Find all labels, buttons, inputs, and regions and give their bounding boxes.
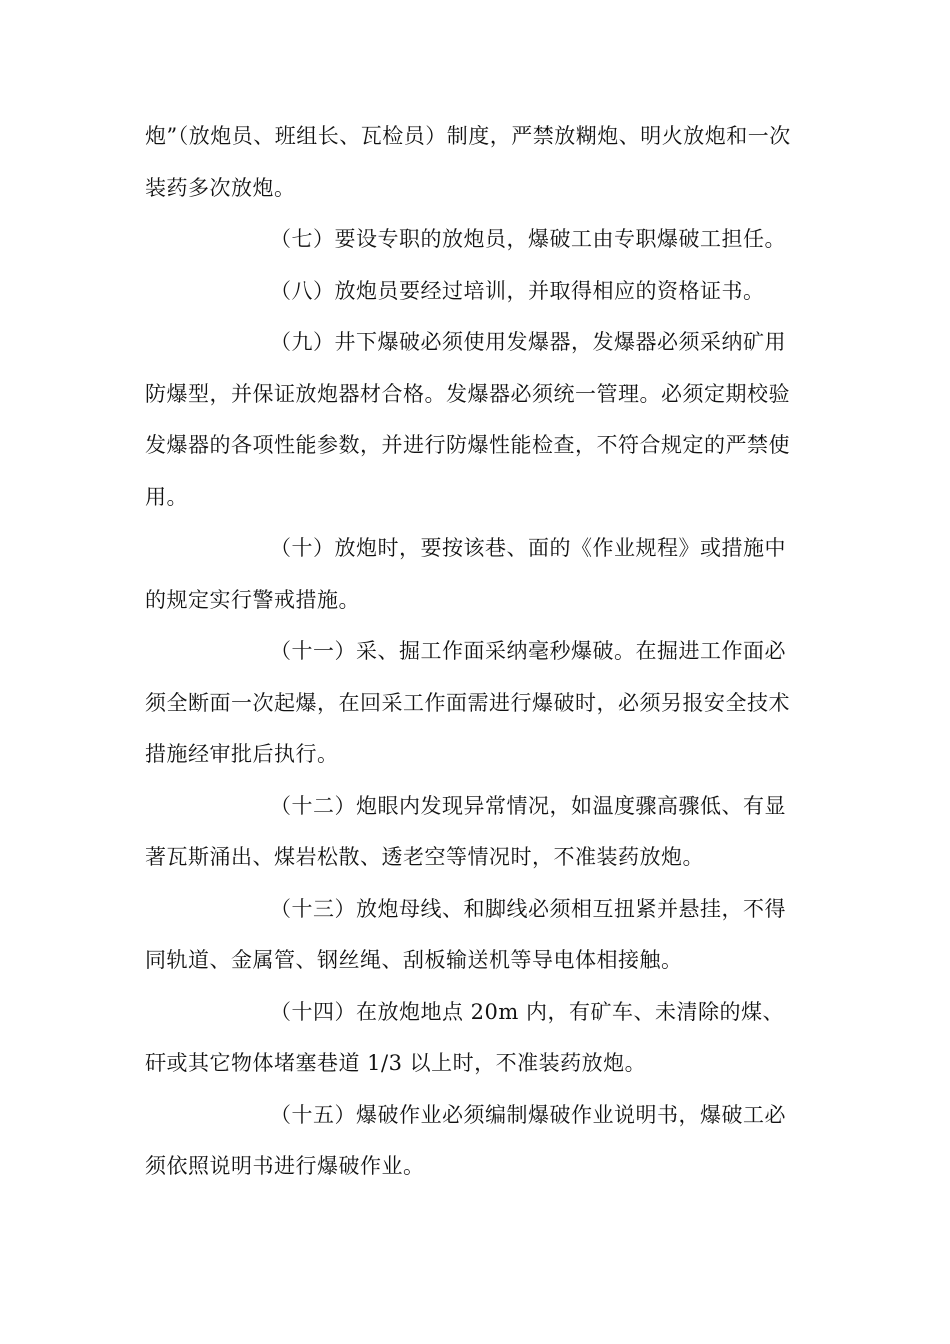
paragraph-item-7: （七）要设专职的放炮员，爆破工由专职爆破工担任。	[270, 227, 786, 251]
paragraph-item-11: （十一）采、掘工作面采纳毫秒爆破。在掘进工作面必须全断面一次起爆，在回采工作面需进行爆破时，必须另报安全技术措施经审批后执行。	[145, 639, 790, 766]
paragraph-item-10: （十）放炮时，要按该巷、面的《作业规程》或措施中的规定实行警戒措施。	[145, 536, 786, 612]
document-body	[145, 111, 805, 1193]
paragraph-item-14: （十四）在放炮地点 20m 内，有矿车、未清除的煤、矸或其它物体堵塞巷道 1/3 以上时，不准装药放炮。	[145, 999, 784, 1075]
paragraph-item-8: （八）放炮员要经过培训，并取得相应的资格证书。	[270, 278, 765, 303]
paragraph-item-9: （九）井下爆破必须使用发爆器，发爆器必须采纳矿用防爆型，并保证放炮器材合格。发爆器必须统一管理。必须定期校验发爆器的各项性能参数，并进行防爆性能检查，不符合规定的严禁使用。	[145, 330, 790, 509]
paragraph-item-13: （十三）放炮母线、和脚线必须相互扭紧并悬挂，不得同轨道、金属管、钢丝绳、刮板输送机等导电体相接触。	[145, 896, 786, 972]
paragraph-item-12: （十二）炮眼内发现异常情况，如温度骤高骤低、有显著瓦斯涌出、煤岩松散、透老空等情况时，不准装药放炮。	[145, 793, 786, 869]
paragraph-item-15: （十五）爆破作业必须编制爆破作业说明书，爆破工必须依照说明书进行爆破作业。	[145, 1102, 786, 1178]
paragraph-continuation: 炮”（放炮员、班组长、瓦检员）制度，严禁放糊炮、明火放炮和一次装药多次放炮。	[145, 124, 791, 200]
